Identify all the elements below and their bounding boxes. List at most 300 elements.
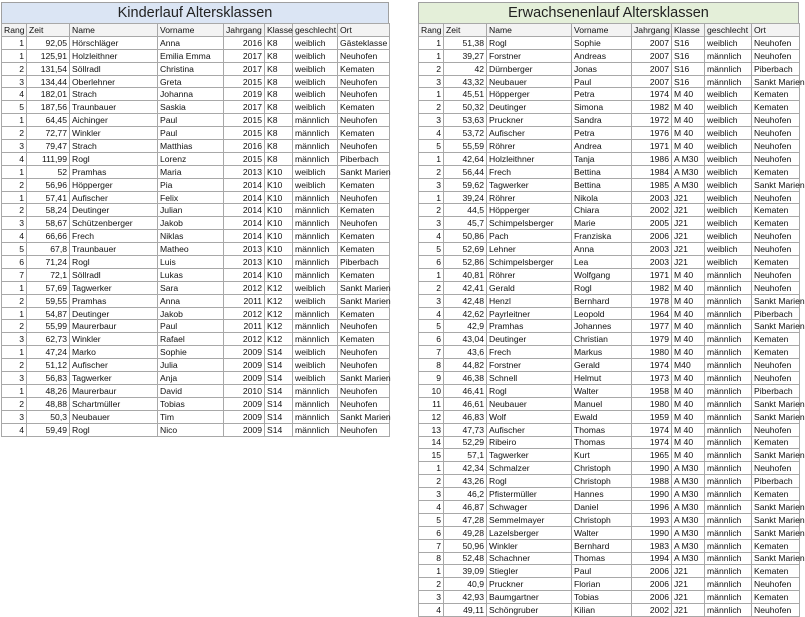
table-cell: K10 [265,191,293,204]
table-cell: 2 [419,578,444,591]
table-cell: 2014 [224,204,265,217]
table-cell: männlich [705,539,752,552]
table-cell: 2007 [632,75,672,88]
table-cell: 1988 [632,475,672,488]
table-cell: 1980 [632,346,672,359]
table-cell: 1978 [632,294,672,307]
table-cell: 50,96 [444,539,487,552]
table-row [419,500,800,513]
table-cell: 42,93 [444,591,487,604]
table-cell: 2003 [632,191,672,204]
table-cell: M 40 [672,114,705,127]
table-row [419,423,800,436]
table-cell: Christina [158,62,224,75]
table-cell: 42,34 [444,462,487,475]
table-row [2,165,390,178]
table-cell: Baumgartner [487,591,572,604]
table-row [419,152,800,165]
table-cell: K8 [265,36,293,49]
table-cell: 42,64 [444,152,487,165]
table-cell: männlich [293,307,338,320]
table-cell: Bettina [572,165,632,178]
table-cell: Sankt Marien [338,410,390,423]
table-cell: 43,6 [444,346,487,359]
table-header-row [2,24,390,37]
table-cell: Kematen [338,307,390,320]
table-row [419,217,800,230]
table-row [419,114,800,127]
table-cell: Marie [572,217,632,230]
table-cell: weiblich [293,88,338,101]
table-cell: Franziska [572,230,632,243]
table-cell: männlich [705,475,752,488]
table-cell: weiblich [705,178,752,191]
table-cell: männlich [705,604,752,617]
table-cell: Payrleitner [487,307,572,320]
table-cell: männlich [293,423,338,436]
table-cell: 2007 [632,36,672,49]
column-header: Jahrgang [224,24,265,37]
table-cell: weiblich [705,101,752,114]
table-cell: A M30 [672,165,705,178]
table-row [2,217,390,230]
table-cell: 2 [419,204,444,217]
table-cell: Sankt Marien [752,178,800,191]
table-cell: Kematen [752,436,800,449]
table-cell: 5 [2,101,27,114]
table-row [2,359,390,372]
table-cell: M 40 [672,320,705,333]
table-cell: 2005 [632,217,672,230]
table-cell: 2014 [224,191,265,204]
table-row [419,204,800,217]
table-cell: Neuhofen [752,604,800,617]
table-row [419,513,800,526]
table-cell: 2013 [224,243,265,256]
table-cell: A M30 [672,500,705,513]
table-row [419,552,800,565]
table-cell: Thomas [572,436,632,449]
table-cell: Schöngruber [487,604,572,617]
table-cell: Lea [572,256,632,269]
table-cell: Sankt Marien [752,410,800,423]
table-cell: 45,7 [444,217,487,230]
table-cell: 2011 [224,294,265,307]
table-cell: Kematen [338,230,390,243]
table-cell: Paul [158,114,224,127]
table-cell: 40,81 [444,268,487,281]
table-cell: 46,2 [444,488,487,501]
table-cell: 1994 [632,552,672,565]
table-cell: männlich [705,384,752,397]
table-cell: Tagwerker [70,281,158,294]
table-row [419,127,800,140]
table-cell: Felix [158,191,224,204]
table-cell: 55,99 [27,320,70,333]
table-cell: Schimpelsberger [487,217,572,230]
table-cell: Tagwerker [487,449,572,462]
table-cell: Piberbach [752,62,800,75]
table-cell: 51,12 [27,359,70,372]
table-row [2,49,390,62]
table-cell: Neuhofen [338,346,390,359]
table-cell: K8 [265,88,293,101]
table-cell: K8 [265,140,293,153]
table-cell: Deutinger [70,204,158,217]
table-cell: Neuhofen [752,372,800,385]
table-cell: Pramhas [70,165,158,178]
table-row [2,333,390,346]
table-cell: Neuhofen [338,191,390,204]
table-cell: M 40 [672,449,705,462]
table-cell: 2014 [224,230,265,243]
table-cell: 4 [2,230,27,243]
table-cell: Neuhofen [752,127,800,140]
table-cell: männlich [293,127,338,140]
table-cell: 4 [2,423,27,436]
table-cell: Neuhofen [338,320,390,333]
table-cell: Petra [572,88,632,101]
table-cell: Pruckner [487,578,572,591]
table-cell: M 40 [672,268,705,281]
table-row [2,191,390,204]
table-row [2,230,390,243]
table-cell: 40,9 [444,578,487,591]
table-cell: 42,41 [444,281,487,294]
table-cell: Sankt Marien [338,294,390,307]
table-cell: Kematen [338,268,390,281]
table-cell: M40 [672,359,705,372]
table-cell: Kilian [572,604,632,617]
table-cell: 5 [419,513,444,526]
table-cell: männlich [705,320,752,333]
table-cell: 5 [419,243,444,256]
table-cell: Forstner [487,359,572,372]
table-cell: Kematen [752,591,800,604]
table-cell: M 40 [672,410,705,423]
table-cell: Neuhofen [338,217,390,230]
table-cell: Kematen [752,565,800,578]
table-cell: weiblich [705,165,752,178]
table-cell: 47,28 [444,513,487,526]
table-cell: männlich [705,333,752,346]
table-cell: Christian [572,333,632,346]
table-cell: A M30 [672,552,705,565]
table-cell: 39,09 [444,565,487,578]
table-row [2,320,390,333]
table-cell: Markus [572,346,632,359]
column-header: Vorname [572,24,632,37]
table-cell: Greta [158,75,224,88]
table-cell: 3 [419,114,444,127]
table-row [419,578,800,591]
table-cell: Matthias [158,140,224,153]
table-cell: Sankt Marien [338,165,390,178]
table-cell: Holzleithner [487,152,572,165]
table-cell: Sankt Marien [752,320,800,333]
table-cell: männlich [293,268,338,281]
table-cell: Schwager [487,500,572,513]
table-cell: Anna [572,243,632,256]
table-cell: K10 [265,204,293,217]
table-cell: Neuhofen [338,423,390,436]
table-cell: 2 [2,320,27,333]
table-cell: Florian [572,578,632,591]
table-cell: Gerald [487,281,572,294]
table-cell: weiblich [293,294,338,307]
table-row [2,204,390,217]
table-cell: 62,73 [27,333,70,346]
table-cell: 1984 [632,165,672,178]
table-row [2,75,390,88]
table-cell: Hannes [572,488,632,501]
table-cell: Maurerbaur [70,384,158,397]
table-cell: Sankt Marien [752,500,800,513]
table-cell: S14 [265,410,293,423]
table-cell: Höpperger [70,178,158,191]
table-cell: 52,86 [444,256,487,269]
table-cell: 72,77 [27,127,70,140]
table-cell: männlich [293,204,338,217]
table-cell: Kematen [338,204,390,217]
table-cell: 2017 [224,49,265,62]
table-cell: Kematen [338,243,390,256]
table-cell: Kurt [572,449,632,462]
table-cell: Neuhofen [752,36,800,49]
table-cell: 48,88 [27,397,70,410]
table-cell: Kematen [338,127,390,140]
table-cell: Neuhofen [752,152,800,165]
table-cell: 46,61 [444,397,487,410]
table-cell: männlich [705,62,752,75]
table-cell: Henzl [487,294,572,307]
table-cell: weiblich [293,101,338,114]
table-cell: Lazelsberger [487,526,572,539]
table-cell: A M30 [672,539,705,552]
table-cell: S16 [672,62,705,75]
table-cell: Söllradl [70,268,158,281]
table-cell: männlich [705,359,752,372]
table-cell: Pramhas [70,294,158,307]
table-cell: Rogl [70,423,158,436]
table-cell: Sandra [572,114,632,127]
table-cell: männlich [293,114,338,127]
table-cell: 2015 [224,114,265,127]
table-cell: 1979 [632,333,672,346]
table-cell: K10 [265,178,293,191]
table-cell: Sankt Marien [752,449,800,462]
table-cell: Neuhofen [752,268,800,281]
table-cell: 1 [419,462,444,475]
table-cell: 2 [2,178,27,191]
table-cell: weiblich [705,217,752,230]
table-cell: männlich [293,243,338,256]
table-cell: A M30 [672,513,705,526]
table-cell: 134,44 [27,75,70,88]
table-cell: 2014 [224,178,265,191]
table-cell: 48,26 [27,384,70,397]
table-row [419,49,800,62]
table-cell: 1983 [632,539,672,552]
table-cell: Höpperger [487,204,572,217]
table-cell: Julia [158,359,224,372]
table-cell: männlich [293,320,338,333]
table-cell: J21 [672,591,705,604]
table-row [2,281,390,294]
erwachsenenlauf-title: Erwachsenenlauf Altersklassen [418,2,799,23]
table-cell: K8 [265,62,293,75]
table-cell: 2009 [224,410,265,423]
column-header: Name [487,24,572,37]
table-cell: männlich [293,152,338,165]
table-cell: 64,45 [27,114,70,127]
table-cell: 1993 [632,513,672,526]
table-cell: 1980 [632,397,672,410]
table-cell: 57,69 [27,281,70,294]
table-cell: J21 [672,243,705,256]
table-cell: 45,51 [444,88,487,101]
table-cell: Röhrer [487,140,572,153]
table-cell: Pia [158,178,224,191]
table-cell: S16 [672,49,705,62]
table-cell: Piberbach [752,475,800,488]
table-cell: 57,1 [444,449,487,462]
column-header: Name [70,24,158,37]
table-cell: 12 [419,410,444,423]
table-cell: 53,72 [444,127,487,140]
table-row [419,526,800,539]
table-cell: 1958 [632,384,672,397]
table-cell: Maria [158,165,224,178]
table-cell: Kematen [752,256,800,269]
table-row [419,397,800,410]
table-cell: Frech [487,346,572,359]
table-cell: Neuhofen [752,140,800,153]
table-cell: Schützenberger [70,217,158,230]
table-cell: männlich [705,397,752,410]
table-row [419,320,800,333]
table-cell: 3 [2,140,27,153]
table-cell: Holzleithner [70,49,158,62]
table-cell: männlich [293,256,338,269]
table-cell: 7 [2,268,27,281]
table-cell: 43,32 [444,75,487,88]
table-cell: 9 [419,372,444,385]
table-cell: Röhrer [487,191,572,204]
table-cell: Nikola [572,191,632,204]
table-cell: 2006 [632,230,672,243]
table-cell: 2014 [224,268,265,281]
table-cell: 2011 [224,320,265,333]
table-cell: Sara [158,281,224,294]
table-cell: Neubauer [487,75,572,88]
table-cell: Tagwerker [487,178,572,191]
table-cell: Marko [70,346,158,359]
table-cell: 1971 [632,268,672,281]
table-cell: Rogl [487,384,572,397]
table-cell: 2009 [224,423,265,436]
table-cell: 1974 [632,436,672,449]
table-cell: 2009 [224,397,265,410]
table-cell: Deutinger [487,333,572,346]
table-row [2,36,390,49]
table-cell: männlich [293,140,338,153]
table-cell: Rogl [572,281,632,294]
table-cell: 66,66 [27,230,70,243]
table-cell: Leopold [572,307,632,320]
table-cell: J21 [672,578,705,591]
table-cell: 6 [419,256,444,269]
table-row [2,294,390,307]
table-cell: 3 [419,178,444,191]
table-cell: 55,59 [444,140,487,153]
table-row [419,604,800,617]
table-row [419,75,800,88]
table-cell: 2006 [632,565,672,578]
table-cell: Ewald [572,410,632,423]
table-cell: Semmelmayer [487,513,572,526]
table-cell: Emilia Emma [158,49,224,62]
table-cell: Andrea [572,140,632,153]
table-cell: weiblich [293,49,338,62]
table-cell: M 40 [672,423,705,436]
table-cell: A M30 [672,462,705,475]
table-cell: Neuhofen [338,49,390,62]
table-cell: Neuhofen [752,462,800,475]
table-cell: 14 [419,436,444,449]
table-cell: K12 [265,294,293,307]
table-row [2,152,390,165]
table-header-row [419,24,800,37]
table-row [2,127,390,140]
table-cell: 1990 [632,488,672,501]
table-cell: männlich [293,397,338,410]
table-cell: Anna [158,294,224,307]
table-cell: 54,87 [27,307,70,320]
table-cell: Anja [158,372,224,385]
table-cell: 1 [2,49,27,62]
table-cell: M 40 [672,333,705,346]
table-cell: Kematen [752,101,800,114]
table-cell: männlich [705,513,752,526]
table-cell: Rogl [70,152,158,165]
table-cell: 79,47 [27,140,70,153]
table-cell: 42,62 [444,307,487,320]
table-cell: Piberbach [752,307,800,320]
table-cell: männlich [705,75,752,88]
table-cell: 4 [419,307,444,320]
table-cell: Aufischer [487,127,572,140]
table-cell: 49,11 [444,604,487,617]
table-cell: 4 [419,230,444,243]
table-cell: 42 [444,62,487,75]
table-cell: 67,8 [27,243,70,256]
table-row [419,281,800,294]
table-cell: 1965 [632,449,672,462]
table-row [419,359,800,372]
table-cell: M 40 [672,397,705,410]
table-cell: 2002 [632,604,672,617]
table-cell: weiblich [293,36,338,49]
table-cell: Bernhard [572,539,632,552]
table-cell: Traunbauer [70,101,158,114]
table-cell: 59,49 [27,423,70,436]
table-cell: M 40 [672,372,705,385]
table-row [419,449,800,462]
table-row [2,88,390,101]
table-row [2,307,390,320]
table-cell: 182,01 [27,88,70,101]
